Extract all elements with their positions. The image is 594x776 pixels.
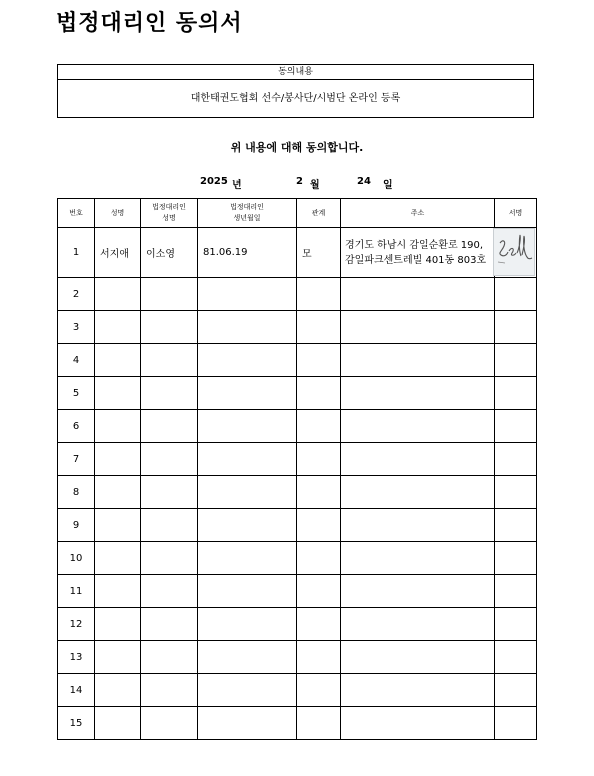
cell-guardian-name bbox=[141, 344, 198, 377]
cell-guardian-name bbox=[141, 509, 198, 542]
cell-address bbox=[341, 608, 495, 641]
col-header-address: 주소 bbox=[341, 199, 495, 228]
cell-guardian-birth bbox=[198, 377, 297, 410]
cell-relation bbox=[297, 674, 341, 707]
cell-relation bbox=[297, 377, 341, 410]
table-row bbox=[58, 278, 537, 311]
cell-address bbox=[341, 278, 495, 311]
handwritten-signature bbox=[493, 228, 535, 276]
cell-address bbox=[341, 410, 495, 443]
document-title: 법정대리인 동의서 bbox=[56, 11, 243, 36]
cell-guardian-birth bbox=[198, 311, 297, 344]
cell-name bbox=[95, 476, 141, 509]
cell-relation: 모 bbox=[297, 228, 341, 278]
cell-guardian-birth: 81.06.19 bbox=[198, 228, 297, 278]
cell-signature bbox=[495, 575, 537, 608]
cell-relation bbox=[297, 476, 341, 509]
cell-name bbox=[95, 377, 141, 410]
cell-address bbox=[341, 344, 495, 377]
cell-signature bbox=[495, 707, 537, 740]
cell-name bbox=[95, 641, 141, 674]
table-row bbox=[58, 443, 537, 476]
cell-name bbox=[95, 674, 141, 707]
cell-guardian-name bbox=[141, 641, 198, 674]
cell-guardian-name bbox=[141, 542, 198, 575]
col-header-no: 번호 bbox=[58, 199, 95, 228]
table-row bbox=[58, 410, 537, 443]
date-day: 24 bbox=[357, 176, 371, 187]
row-number: 3 bbox=[58, 311, 95, 344]
cell-guardian-name bbox=[141, 377, 198, 410]
cell-relation bbox=[297, 575, 341, 608]
cell-relation bbox=[297, 509, 341, 542]
cell-guardian-name bbox=[141, 608, 198, 641]
consent-header: 동의내용 bbox=[58, 65, 533, 80]
cell-signature bbox=[495, 476, 537, 509]
date-year-unit: 년 bbox=[232, 180, 242, 191]
consent-box bbox=[57, 64, 534, 118]
cell-guardian-birth bbox=[198, 542, 297, 575]
cell-name bbox=[95, 575, 141, 608]
cell-relation bbox=[297, 608, 341, 641]
cell-signature bbox=[495, 641, 537, 674]
cell-address bbox=[341, 476, 495, 509]
row-number: 6 bbox=[58, 410, 95, 443]
date-day-unit: 일 bbox=[383, 180, 393, 191]
cell-signature bbox=[495, 509, 537, 542]
row-number: 10 bbox=[58, 542, 95, 575]
cell-name bbox=[95, 509, 141, 542]
cell-guardian-name bbox=[141, 443, 198, 476]
date-month: 2 bbox=[296, 176, 303, 187]
cell-guardian-birth bbox=[198, 443, 297, 476]
row-number: 8 bbox=[58, 476, 95, 509]
cell-name bbox=[95, 542, 141, 575]
cell-guardian-birth bbox=[198, 608, 297, 641]
cell-guardian-name bbox=[141, 278, 198, 311]
cell-signature bbox=[495, 278, 537, 311]
col-header-signature: 서명 bbox=[495, 199, 537, 228]
cell-address bbox=[341, 509, 495, 542]
col-header-relation: 관계 bbox=[297, 199, 341, 228]
cell-name bbox=[95, 344, 141, 377]
cell-signature bbox=[495, 311, 537, 344]
table-row bbox=[58, 377, 537, 410]
guardian-table bbox=[57, 198, 537, 740]
cell-address: 경기도 하남시 감일순환로 190, 감일파크센트레빌 401동 803호 bbox=[341, 228, 495, 278]
table-row bbox=[58, 575, 537, 608]
row-number: 4 bbox=[58, 344, 95, 377]
cell-guardian-name: 이소영 bbox=[141, 228, 198, 278]
table-row bbox=[58, 641, 537, 674]
cell-address bbox=[341, 443, 495, 476]
table-row bbox=[58, 344, 537, 377]
row-number: 11 bbox=[58, 575, 95, 608]
cell-guardian-birth bbox=[198, 641, 297, 674]
cell-signature bbox=[495, 228, 537, 278]
cell-guardian-birth bbox=[198, 509, 297, 542]
cell-guardian-birth bbox=[198, 575, 297, 608]
date-year: 2025 bbox=[200, 176, 228, 187]
cell-address bbox=[341, 641, 495, 674]
cell-address bbox=[341, 674, 495, 707]
cell-guardian-birth bbox=[198, 410, 297, 443]
table-row bbox=[58, 476, 537, 509]
cell-signature bbox=[495, 608, 537, 641]
cell-guardian-birth bbox=[198, 278, 297, 311]
cell-signature bbox=[495, 344, 537, 377]
cell-guardian-birth bbox=[198, 674, 297, 707]
row-number: 5 bbox=[58, 377, 95, 410]
row-number: 2 bbox=[58, 278, 95, 311]
cell-guardian-name bbox=[141, 674, 198, 707]
cell-signature bbox=[495, 674, 537, 707]
cell-address bbox=[341, 377, 495, 410]
table-header-row bbox=[58, 199, 537, 228]
cell-address bbox=[341, 311, 495, 344]
cell-signature bbox=[495, 377, 537, 410]
cell-guardian-name bbox=[141, 476, 198, 509]
cell-name bbox=[95, 443, 141, 476]
cell-guardian-name bbox=[141, 707, 198, 740]
table-row bbox=[58, 228, 537, 278]
table-row bbox=[58, 674, 537, 707]
cell-guardian-name bbox=[141, 575, 198, 608]
row-number: 9 bbox=[58, 509, 95, 542]
cell-signature bbox=[495, 443, 537, 476]
cell-guardian-birth bbox=[198, 707, 297, 740]
cell-relation bbox=[297, 311, 341, 344]
cell-relation bbox=[297, 707, 341, 740]
table-row bbox=[58, 707, 537, 740]
col-header-guardian-birth: 법정대리인 생년월일 bbox=[198, 199, 297, 228]
cell-guardian-birth bbox=[198, 476, 297, 509]
table-row bbox=[58, 509, 537, 542]
row-number: 13 bbox=[58, 641, 95, 674]
cell-signature bbox=[495, 410, 537, 443]
cell-name bbox=[95, 278, 141, 311]
cell-name bbox=[95, 608, 141, 641]
row-number: 1 bbox=[58, 228, 95, 278]
cell-relation bbox=[297, 278, 341, 311]
cell-name bbox=[95, 410, 141, 443]
cell-guardian-birth bbox=[198, 344, 297, 377]
consent-content: 대한태권도협회 선수/봉사단/시범단 온라인 등록 bbox=[190, 93, 401, 104]
cell-guardian-name bbox=[141, 410, 198, 443]
col-header-name: 성명 bbox=[95, 199, 141, 228]
table-row bbox=[58, 542, 537, 575]
table-row bbox=[58, 608, 537, 641]
cell-relation bbox=[297, 344, 341, 377]
agree-statement: 위 내용에 대해 동의합니다. bbox=[230, 141, 364, 154]
table-row bbox=[58, 311, 537, 344]
col-header-guardian-name: 법정대리인 성명 bbox=[141, 199, 198, 228]
date-month-unit: 월 bbox=[310, 180, 320, 191]
cell-name bbox=[95, 311, 141, 344]
row-number: 7 bbox=[58, 443, 95, 476]
cell-relation bbox=[297, 641, 341, 674]
cell-relation bbox=[297, 443, 341, 476]
cell-address bbox=[341, 542, 495, 575]
row-number: 15 bbox=[58, 707, 95, 740]
cell-relation bbox=[297, 542, 341, 575]
cell-address bbox=[341, 707, 495, 740]
cell-relation bbox=[297, 410, 341, 443]
cell-guardian-name bbox=[141, 311, 198, 344]
cell-signature bbox=[495, 542, 537, 575]
cell-address bbox=[341, 575, 495, 608]
cell-name: 서지애 bbox=[95, 228, 141, 278]
cell-name bbox=[95, 707, 141, 740]
row-number: 14 bbox=[58, 674, 95, 707]
row-number: 12 bbox=[58, 608, 95, 641]
